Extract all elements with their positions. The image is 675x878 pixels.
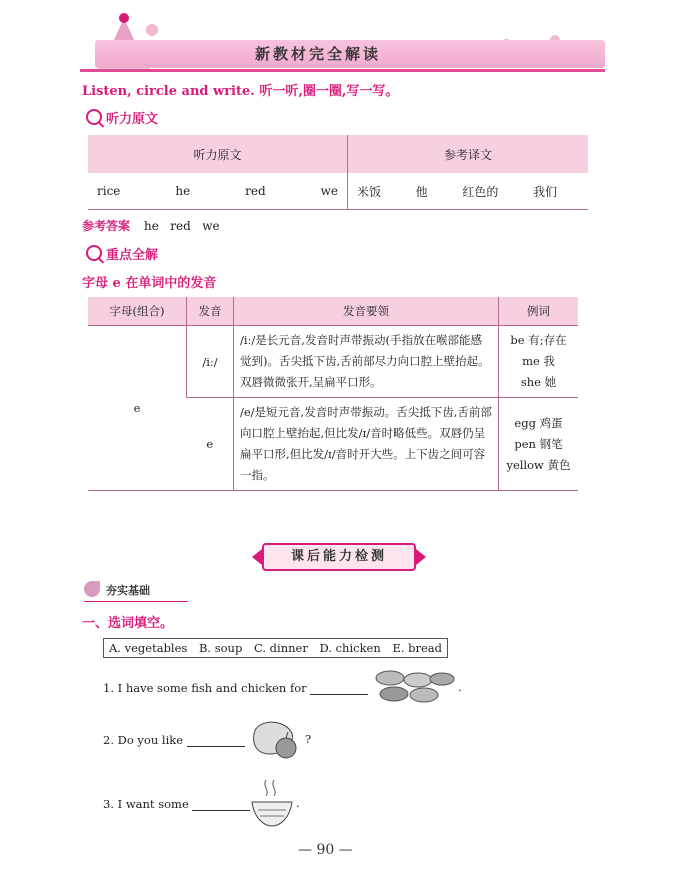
option: E. bread <box>392 641 443 655</box>
answer-label: 参考答案 <box>82 219 131 233</box>
page-number: — 90 — <box>298 842 353 858</box>
answer-blank[interactable] <box>192 796 250 811</box>
banner-wing-right <box>416 549 426 565</box>
instruction-heading: Listen, circle and write. 听一听,圈一圈,写一写。 <box>82 84 399 99</box>
header-tips: 发音要领 <box>234 297 499 326</box>
listening-col-header: 听力原文 <box>88 135 348 173</box>
question-2-end: ? <box>305 732 312 746</box>
letter-cell: e <box>88 326 187 491</box>
tips-cell: /e/是短元音,发音时声带振动。舌尖抵下齿,舌前部向口腔上壁抬起,但比发/ɪ/音时略低些。双唇仍呈扁平口形,但比发/ɪ/音时开大些。上下齿之间可容一指。 <box>234 398 499 491</box>
translation-word: 红色的 <box>462 184 499 199</box>
listening-word: rice <box>97 184 121 198</box>
key-points-heading: 重点全解 <box>86 244 158 263</box>
question-1-end: . <box>458 680 462 694</box>
key-points-subtitle: 字母 e 在单词中的发音 <box>82 276 217 291</box>
soup-bowl-icon <box>248 776 296 830</box>
leaf-icon <box>84 581 100 597</box>
listening-word: red <box>245 184 266 198</box>
header-title: 新教材完全解读 <box>255 45 382 63</box>
listening-section-heading: 听力原文 <box>86 108 158 127</box>
answer-value: he red we <box>144 219 220 233</box>
examples-cell: egg 鸡蛋 pen 钢笔 yellow 黄色 <box>499 398 579 491</box>
fruit-icon <box>246 714 306 760</box>
question-1: 1. I have some fish and chicken for <box>103 680 368 695</box>
listening-word: we <box>320 184 338 198</box>
option: C. dinner <box>253 641 308 655</box>
magnifier-icon <box>86 245 102 261</box>
word-options-box <box>103 638 448 658</box>
tips-cell: /iː/是长元音,发音时声带振动(手指放在喉部能感觉到)。舌尖抵下齿,舌前部尽力向口腔上壁抬起。双唇微微张开,呈扁平口形。 <box>234 326 499 398</box>
translation-word: 我们 <box>532 184 557 199</box>
magnifier-icon <box>86 109 102 125</box>
question-2: 2. Do you like <box>103 732 245 747</box>
examples-cell: be 有;存在 me 我 she 她 <box>499 326 579 398</box>
header-divider <box>80 69 605 72</box>
answer-blank[interactable] <box>187 732 245 747</box>
dinner-plates-icon <box>372 668 458 704</box>
translation-col-header: 参考译文 <box>348 135 589 173</box>
pronunciation-table <box>88 297 578 491</box>
answer-blank[interactable] <box>310 680 368 695</box>
exercise-title: 一、选词填空。 <box>82 616 174 631</box>
reference-answer <box>82 217 220 234</box>
option: D. chicken <box>319 641 381 655</box>
translation-word: 米饭 <box>357 184 382 199</box>
option: B. soup <box>198 641 243 655</box>
foundation-heading: 夯实基础 <box>84 581 150 598</box>
header-sound: 发音 <box>187 297 234 326</box>
header-examples: 例词 <box>499 297 579 326</box>
listening-table <box>88 135 588 210</box>
question-3: 3. I want some <box>103 796 250 811</box>
listening-word: he <box>175 184 191 198</box>
section-banner: 课后能力检测 <box>262 543 416 571</box>
option: A. vegetables <box>109 641 188 655</box>
translation-word: 他 <box>415 184 428 199</box>
banner-wing-left <box>252 549 262 565</box>
sound-cell: /iː/ <box>187 326 234 398</box>
foundation-underline <box>84 601 188 602</box>
question-3-end: . <box>296 796 300 810</box>
header-letter: 字母(组合) <box>88 297 187 326</box>
sound-cell: e <box>187 398 234 491</box>
